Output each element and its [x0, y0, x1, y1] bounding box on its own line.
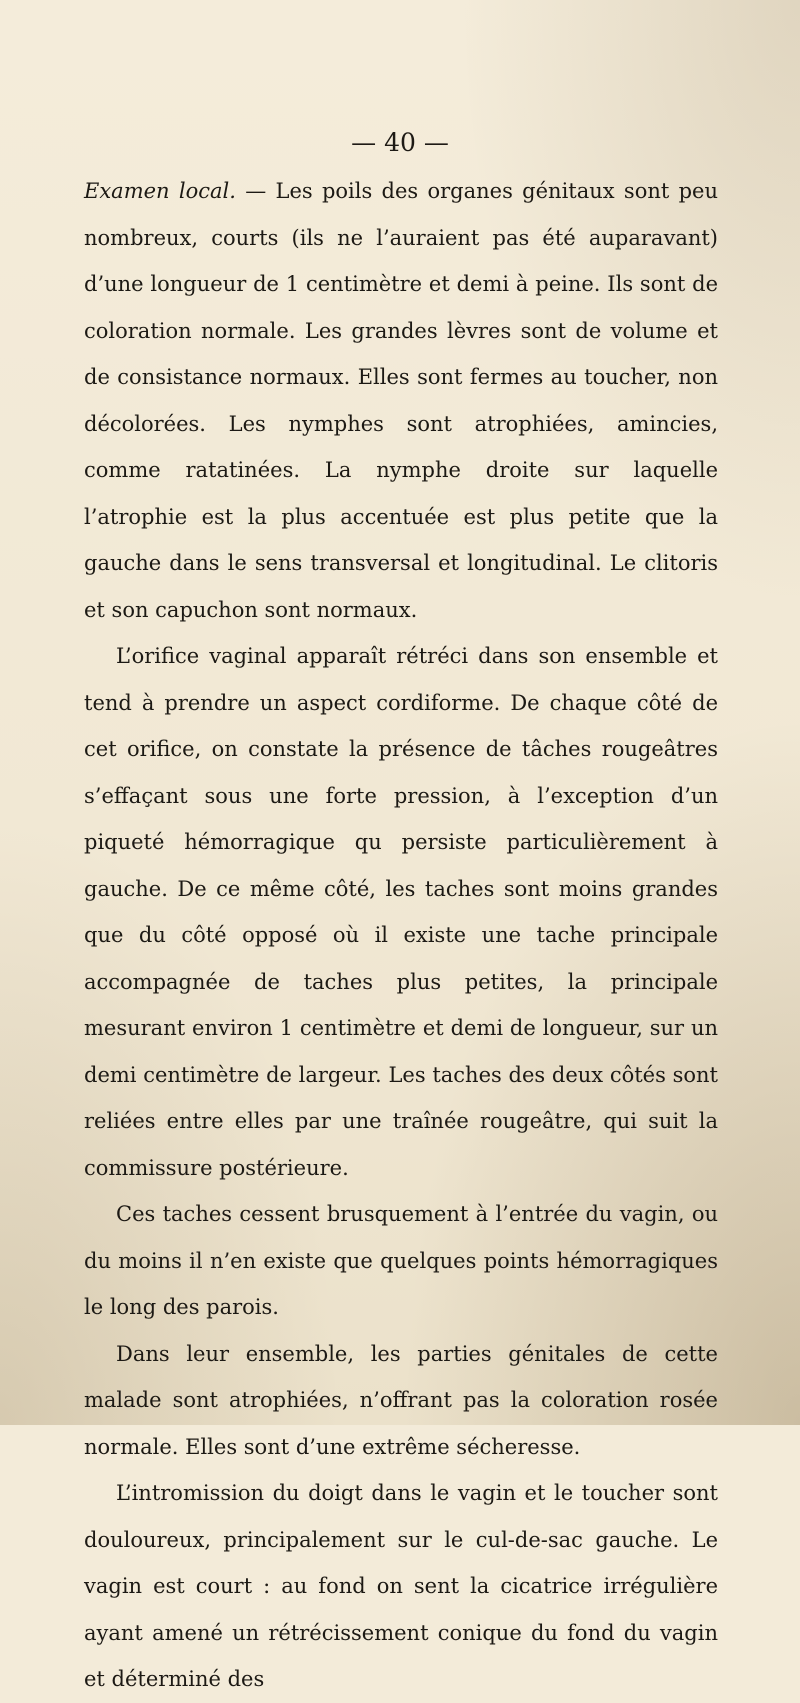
section-lead-italic: Examen local.	[84, 179, 236, 203]
page-number: — 40 —	[351, 128, 449, 157]
paragraph-intromission: L’intromission du doigt dans le vagin et le toucher sont douloureux, principalement sur le cul-de-sac gauche. Le vagin est court : au fond on sent la cicatrice irrégulière ayant amené un rétrécissement conique du fond du vagin et déterminé des	[84, 1481, 718, 1691]
paragraph-orifice-vaginal: L’orifice vaginal apparaît rétréci dans son ensemble et tend à prendre un aspect cordiforme. De chaque côté de cet orifice, on constate la présence de tâches rougeâtres s’effaçant sous une forte pression, à l’exception d’un piqueté hémorragique qu persiste particulièrement à gauche. De ce même côté, les taches sont moins grandes que du côté opposé où il existe une tache principale accompagnée de taches plus petites, la principale mesurant environ 1 centimètre et demi de longueur, sur un demi centimètre de largeur. Les taches des deux côtés sont reliées entre elles par une traînée rougeâtre, qui suit la commissure postérieure.	[84, 644, 718, 1180]
paragraph-ensemble: Dans leur ensemble, les parties génitales de cette malade sont atrophiées, n’offrant pas la coloration rosée normale. Elles sont d’une extrême sécheresse.	[84, 1341, 718, 1459]
paragraph-examen-local	[84, 168, 718, 633]
body-text	[84, 168, 718, 1703]
paragraph-taches: Ces taches cessent brusquement à l’entrée du vagin, ou du moins il n’en existe que quelques points hémorragiques le long des parois.	[84, 1202, 718, 1319]
paragraph-text: — Les poils des organes génitaux sont peu nombreux, courts (ils ne l’auraient pas été auparavant) d’une longueur de 1 centimètre et demi à peine. Ils sont de coloration normale. Les grandes lèvres sont de volume et de consistance normaux. Elles sont fermes au toucher, non décolorées. Les nymphes sont atrophiées, amincies, comme ratatinées. La nymphe droite sur laquelle l’atrophie est la plus accentuée est plus petite que la gauche dans le sens transversal et longitudinal. Le clitoris et son capuchon sont normaux.	[84, 179, 718, 622]
